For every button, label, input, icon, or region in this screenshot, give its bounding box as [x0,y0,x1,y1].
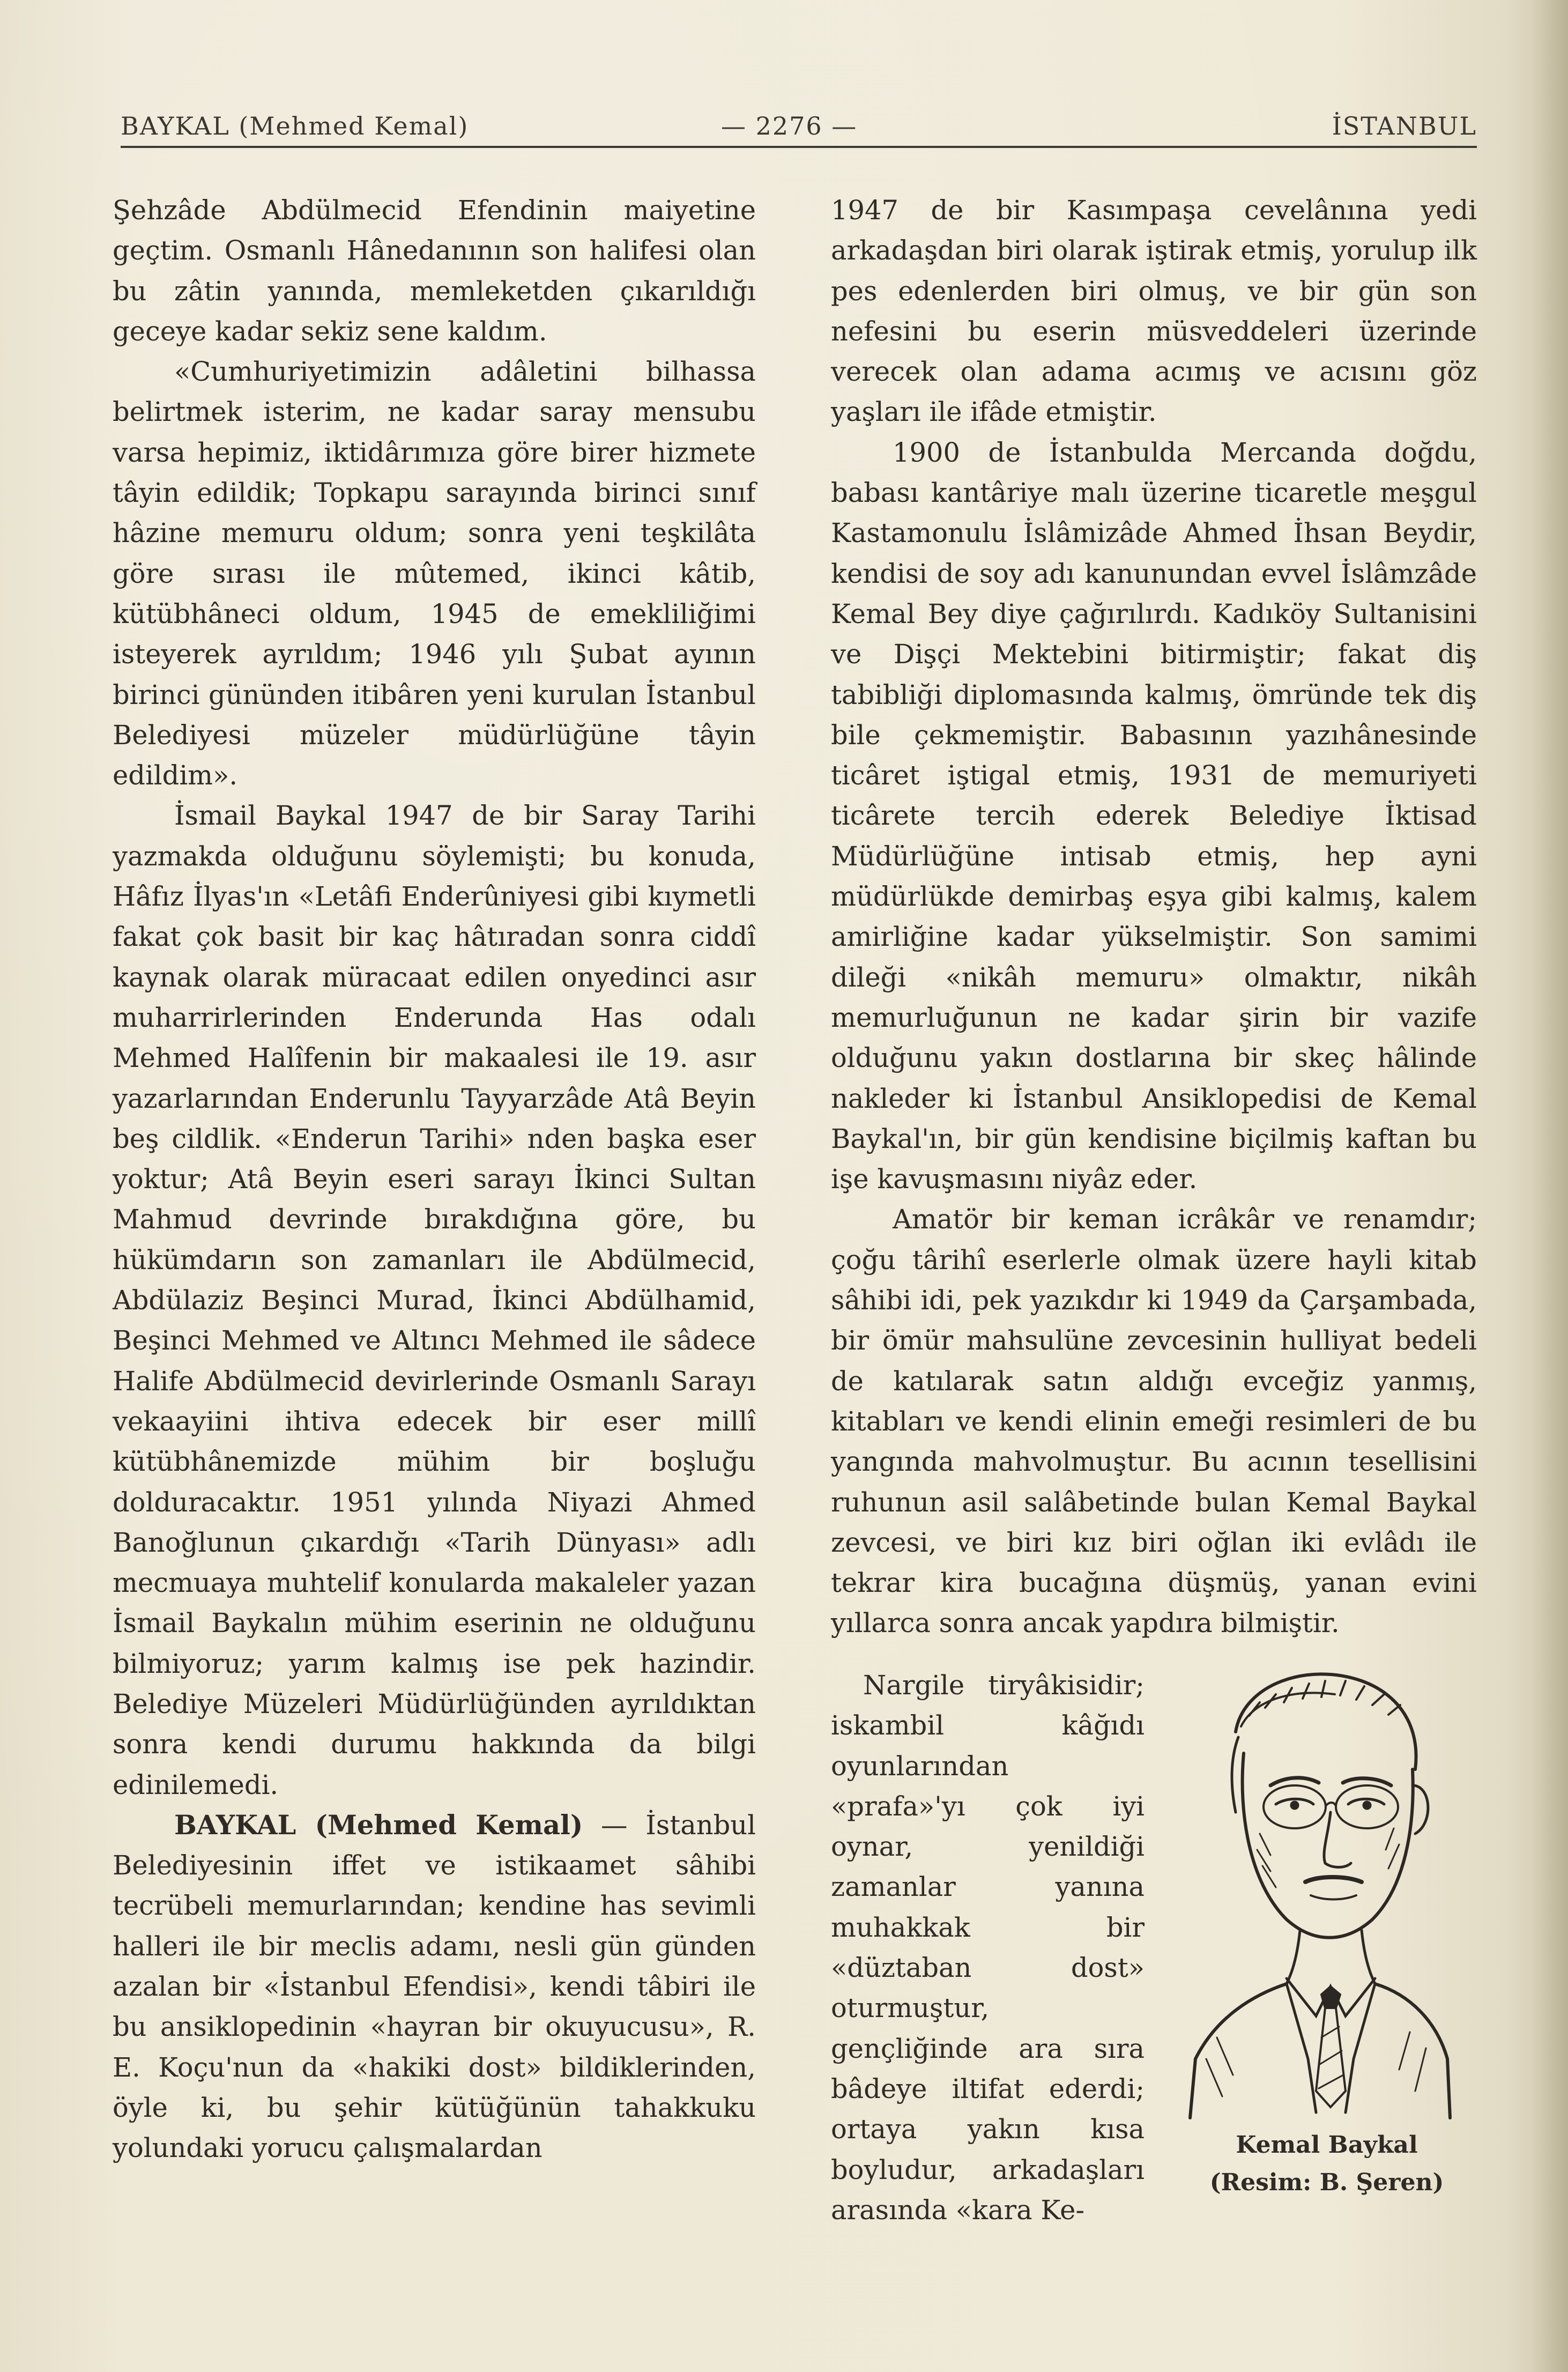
running-header [121,97,1477,150]
portrait-caption-name: Kemal Baykal [1236,2131,1418,2159]
header-volume-title: İSTANBUL [1332,112,1477,140]
paragraph: İsmail Baykal 1947 de bir Saray Tarihi yazmakda olduğunu söylemişti; bu konuda, Hâfız İlyas'ın «Letâfi Enderûniyesi gibi kıymetli fakat çok basit bir kaç hâtıradan sonra ciddî kaynak olarak müracaat edilen onyedinci asır muharrirlerinden Enderunda Has odalı Mehmed Halîfenin bir makaalesi ile 19. asır yazarlarından Enderunlu Tayyarzâde Atâ Beyin beş cildlik. «Enderun Tarihi» nden başka eser yoktur; Atâ Beyin eseri sarayı İkinci Sultan Mahmud devrinde bırakdığına göre, bu hükümdarın son zamanları ile Abdülmecid, Abdülaziz Beşinci Murad, İkinci Abdülhamid, Beşinci Mehmed ve Altıncı Mehmed ile sâdece Halife Abdülmecid devirlerinde Osmanlı Sarayı vekaayiini ihtiva edecek bir eser millî kütübhânemizde mühim bir boşluğu dolduracaktır. 1951 yılında Niyazi Ahmed Banoğlunun çıkardığı «Tarih Dünyası» adlı mecmuaya muhtelif konularda makaleler yazan İsmail Baykalın mühim eserinin ne olduğunu bilmiyoruz; yarım kalmış ise pek hazindir. Belediye Müzeleri Müdürlüğünden ayrıldıktan sonra kendi durumu hakkında da bilgi edinilemedi. [113,800,756,1800]
entry-paragraph [113,1805,756,2169]
entry-text: — İstanbul Belediyesinin iffet ve istikaamet sâhibi tecrübeli memurlarından; kendine has sevimli halleri ile bir meclis adamı, nesli gün günden azalan bir «İstanbul Efendisi», kendi tâbiri ile bu ansiklopedinin «hayran bir okuyucusu», R. E. Koçu'nun da «hakiki dost» bildiklerinden, öyle ki, bu şehir kütüğünün tahakkuku yolundaki yorucu çalışmalardan [113,1809,756,2164]
page-edge-shadow [1530,0,1568,2372]
paragraph: Şehzâde Abdülmecid Efendinin maiyetine geçtim. Osmanlı Hânedanının son halifesi olan bu zâtin yanında, memleketden çıkarıldığı geceye kadar sekiz sene kaldım. [113,195,756,347]
left-column [113,190,756,2169]
portrait-caption-credit: (Resim: B. Şeren) [1209,2169,1444,2196]
header-entry-title: BAYKAL (Mehmed Kemal) [121,112,469,140]
paragraph: Amatör bir keman icrâkâr ve renamdır; çoğu târihî eserlerle olmak üzere hayli kitab sâhibi idi, pek yazıkdır ki 1949 da Çarşambada, bir ömür mahsulüne zevcesinin hulliyat bedeli de katılarak satın aldığı evceğiz yanmış, kitabları ve kendi elinin emeği resimleri de bu yangında mahvolmuştur. Bu acının tesellisini ruhunun asil salâbetinde bulan Kemal Baykal zevcesi, ve biri kız biri oğlan iki evlâdı ile tekrar kira bucağına düşmüş, yanan evini yıllarca sonra ancak yapdıra bilmiştir. [831,1204,1477,1639]
portrait-drawing [1185,1651,1453,2123]
entry-headword: BAYKAL (Mehmed Kemal) [174,1809,583,1841]
paragraph: 1900 de İstanbulda Mercanda doğdu, babası kantâriye malı üzerine ticaretle meşgul Kastamonulu İslâmizâde Ahmed İhsan Beydir, kendisi de soy adı kanunundan evvel İslâmzâde Kemal Bey diye çağırılırdı. Kadıköy Sultanisini ve Dişçi Mektebini bitirmiştir; fakat diş tabibliği diplomasında kalmış, ömründe tek diş bile çekmemiştir. Babasının yazıhânesinde ticâret iştigal etmiş, 1931 de memuriyeti ticârete tercih ederek Belediye İktisad Müdürlüğüne intisab etmiş, hep ayni müdürlükde demirbaş eşya gibi kalmış, kalem amirliğine kadar yükselmiştir. Son samimi dileği «nikâh memuru» olmaktır, nikâh memurluğunun ne kadar şirin bir vazife olduğunu yakın dostlarına bir skeç hâlinde nakleder ki İstanbul Ansiklopedisi de Kemal Baykal'ın, bir gün kendisine biçilmiş kaftan bu işe kavuşmasını niyâz eder. [831,436,1477,1195]
paragraph: 1947 de bir Kasımpaşa cevelânına yedi arkadaşdan biri olarak iştirak etmiş, yorulup ilk pes edenlerden biri olmuş, ve bir gün son nefesini bu eserin müsveddeleri üzerinde verecek olan adama acımış ve acısını göz yaşları ile ifâde etmiştir. [831,195,1477,428]
right-column-narrow [831,1665,1145,2230]
paragraph: «Cumhuriyetimizin adâletini bilhassa belirtmek isterim, ne kadar saray mensubu varsa hepimiz, iktidârımıza göre birer hizmete tâyin edildik; Topkapu sarayında birinci sınıf hâzine memuru oldum; sonra yeni teşkilâta göre sırası ile mûtemed, ikinci kâtib, kütübhâneci oldum, 1945 de emekliliğimi isteyerek ayrıldım; 1946 yılı Şubat ayının birinci gününden itibâren yeni kurulan İstanbul Belediyesi müzeler müdürlüğüne tâyin edildim». [113,356,756,791]
paragraph: Nargile tiryâkisidir; iskambil kâğıdı oyunlarından «prafa»'yı çok iyi oynar, yenildiği zamanlar yanına muhakkak bir «düztaban dost» oturmuştur, gençliğinde ara sıra bâdeye iltifat ederdi; ortaya yakın kısa boyludur, arkadaşları arasında «kara Ke- [831,1670,1145,2226]
right-column [831,190,1477,1644]
page-number: — 2276 — [721,112,858,140]
portrait-sketch [1185,1651,1453,2123]
header-rule [121,146,1477,148]
